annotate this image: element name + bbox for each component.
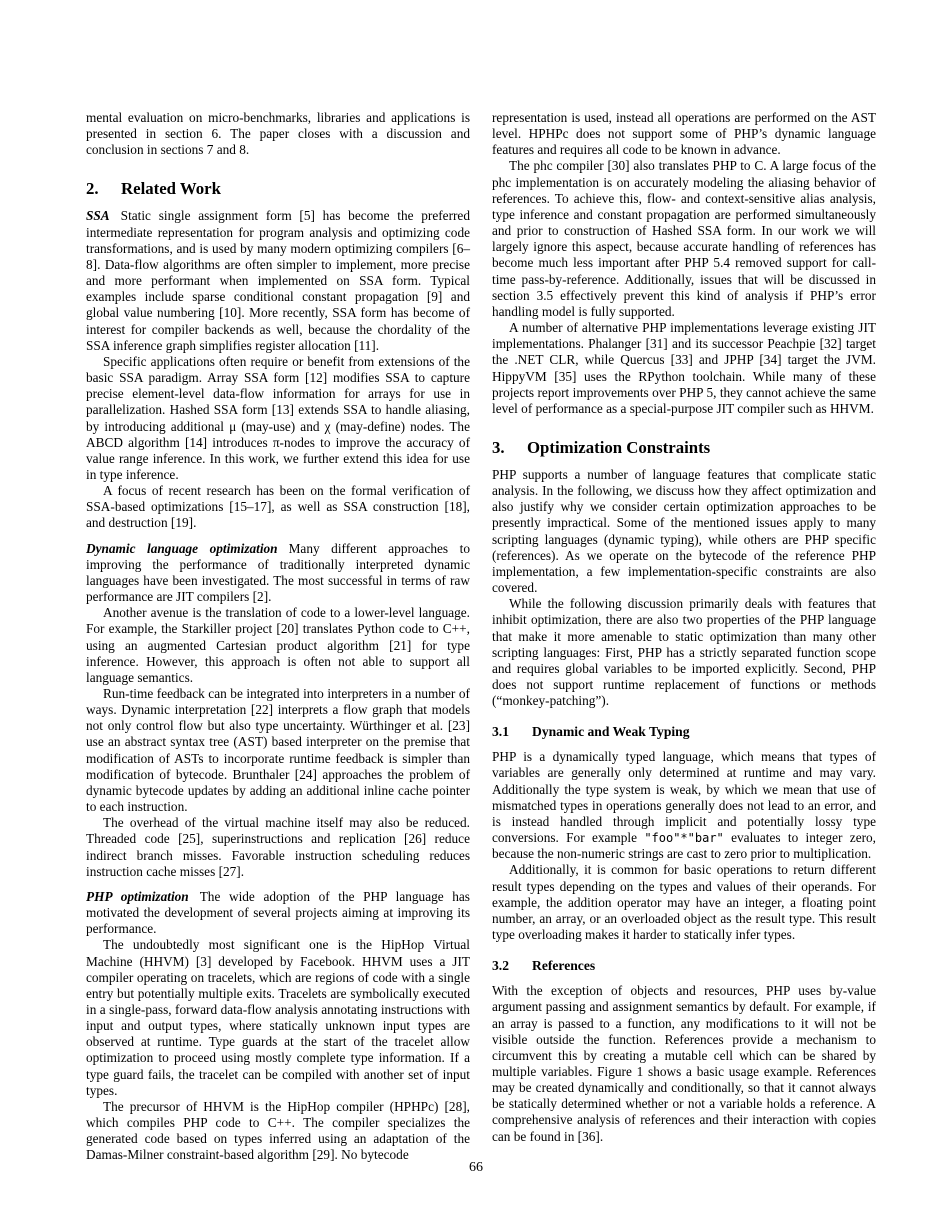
paragraph: PHP optimization The wide adoption of the PHP language has motivated the development of several projects aiming at improving its performance. [86, 888, 470, 937]
paragraph: Run-time feedback can be integrated into interpreters in a number of ways. Dynamic interpretation [22] interprets a flow graph that models not only control flow but also type uncertainty. Würthinger et al. [23] use an abstract syntax tree (AST) based interpreter on the premise that modification of ASTs to incorporate runtime feedback is simpler than modification of bytecode. Brunthaler [24] approaches the problem of dynamic bytecode updates by adding an additional inline cache pointer to each instruction. [86, 686, 470, 815]
heading-title: Optimization Constraints [527, 437, 711, 457]
heading-title: References [532, 958, 596, 974]
section-heading [492, 438, 876, 457]
heading-number: 3.2 [492, 958, 509, 974]
right-column [492, 110, 876, 1164]
inline-code: "foo"*"bar" [644, 831, 724, 846]
two-column-layout [86, 110, 876, 1164]
heading-number: 2. [86, 179, 99, 199]
runin-heading: Dynamic language optimization [86, 540, 278, 556]
runin-heading: SSA [86, 208, 110, 224]
paragraph: The undoubtedly most significant one is the HipHop Virtual Machine (HHVM) [3] developed by Facebook. HHVM uses a JIT compiler operating on tracelets, which are regions of code with a single entry but potentially multiple exits. Tracelets are symbolically executed in a single-pass, forward data-flow analysis annotating instructions with input and output types, where statically unknown input types are observed at runtime. Type guards at the start of the tracelet allow optimization to proceed using mostly complete type information. If a type guard fails, the tracelet can be compiled with another set of input types. [86, 937, 470, 1098]
paragraph: The overhead of the virtual machine itself may also be reduced. Threaded code [25], superinstructions and replication [26] reduce indirect branch misses. Favorable instruction scheduling reduces instruction cache misses [27]. [86, 815, 470, 879]
paragraph: While the following discussion primarily deals with features that inhibit optimization, there are also two properties of the PHP language that make it more amenable to static optimization than many other scripting languages: First, PHP has a strictly separated function scope and requires global variables to be imported explicitly. Second, PHP does not support runtime replacement of functions or methods (“monkey-patching”). [492, 596, 876, 709]
paragraph: With the exception of objects and resources, PHP uses by-value argument passing and assignment semantics by default. For example, if an array is passed to a function, any modifications to it will not be visible outside the function. References provide a mechanism to circumvent this by creating a mutable cell which can be shared by multiple variables. Figure 1 shows a basic usage example. References may be created dynamically and conditionally, so that it cannot always be statically determined whether or not a variable holds a reference. A comprehensive analysis of references and their interaction with copies can be found in [36]. [492, 983, 876, 1144]
heading-title: Related Work [121, 179, 221, 199]
paragraph: mental evaluation on micro-benchmarks, libraries and applications is presented in section 6. The paper closes with a discussion and conclusion in sections 7 and 8. [86, 110, 470, 158]
paragraph: Dynamic language optimization Many different approaches to improving the performance of traditionally interpreted dynamic languages have been investigated. The most successful in terms of raw performance are JIT compilers [2]. [86, 540, 470, 605]
runin-heading: PHP optimization [86, 888, 189, 904]
section-heading [86, 179, 470, 198]
heading-title: Dynamic and Weak Typing [532, 724, 690, 740]
paragraph: Another avenue is the translation of code to a lower-level language. For example, the Starkiller project [20] translates Python code to C++, using an augmented Cartesian product algorithm [21] for type inference. However, this approach is often not able to support all language semantics. [86, 605, 470, 685]
paragraph: representation is used, instead all operations are performed on the AST level. HPHPc does not support some of PHP’s dynamic language features and requires all code to be known in advance. [492, 110, 876, 158]
paragraph: SSA Static single assignment form [5] has become the preferred intermediate representation for program analysis and optimizing code transformations, and is used by many modern optimizing compilers [6–8]. Data-flow algorithms are often simpler to implement, more precise and more performant when implemented on SSA form. Typical examples include sparse conditional constant propagation [9] and global value numbering [10]. More recently, SSA form has become of interest for compiler backends as well, because the chordality of the SSA inference graph simplifies register allocation [11]. [86, 208, 470, 353]
heading-number: 3.1 [492, 724, 509, 740]
paragraph: The precursor of HHVM is the HipHop compiler (HPHPc) [28], which compiles PHP code to C++. The compiler specializes the generated code based on types inferred using an adaptation of the Damas-Milner constraint-based algorithm [29]. No bytecode [86, 1098, 470, 1163]
page-number: 66 [469, 1160, 483, 1175]
subsection-heading [492, 724, 876, 740]
paragraph: The phc compiler [30] also translates PHP to C. A large focus of the phc implementation is on accurately modeling the aliasing behavior of references. To achieve this, flow- and context-sensitive alias analysis, type inference and constant propagation are performed simultaneously and prior to construction of Hashed SSA form. In our work we will largely ignore this aspect, because accurate handling of references has become much less important after PHP 5.4 removed support for call-time pass-by-reference. Additionally, issues that will be discussed in section 3.5 effectively prevent this kind of analysis if PHP’s error handling model is fully supported. [492, 158, 876, 319]
paragraph: PHP supports a number of language features that complicate static analysis. In the following, we discuss how they affect optimization and also justify why we consider certain optimization approaches to be presently impractical. Some of the mentioned issues apply to many scripting languages (dynamic typing), while others are PHP specific (references). As we operate on the bytecode of the reference PHP implementation, a few implementation-specific constraints are also covered. [492, 466, 876, 596]
paragraph: A focus of recent research has been on the formal verification of SSA-based optimizations [15–17], as well as SSA construction [18], and destruction [19]. [86, 483, 470, 531]
paragraph: Specific applications often require or benefit from extensions of the basic SSA paradigm. Array SSA form [12] modifies SSA to capture precise element-level data-flow information for arrays for use in parallelization. Hashed SSA form [13] extends SSA to handle aliasing, by introducing additional μ (may-use) and χ (may-define) nodes. The ABCD algorithm [14] introduces π-nodes to improve the accuracy of value range inference. In this work, we further extend this idea for use in type inference. [86, 353, 470, 482]
subsection-heading [492, 958, 876, 974]
heading-number: 3. [492, 437, 505, 457]
paragraph: PHP is a dynamically typed language, which means that types of variables are generally only determined at runtime and may vary. Additionally the type system is weak, by which we mean that use of mismatched types in operations generally does not lead to an error, and is instead handled through implicit and potentially lossy type conversions. For example "foo"*"bar" evaluates to integer zero, because the non-numeric strings are cast to zero prior to multiplication. [492, 749, 876, 862]
left-column [86, 110, 470, 1164]
paragraph: A number of alternative PHP implementations leverage existing JIT implementations. Phalanger [31] and its successor Peachpie [32] target the .NET CLR, while Quercus [33] and JPHP [34] target the JVM. HippyVM [35] uses the RPython toolchain. While many of these projects report improvements over PHP 5, they cannot achieve the same level of performance as a special-purpose JIT compiler such as HHVM. [492, 320, 876, 416]
paragraph: Additionally, it is common for basic operations to return different result types depending on the types and values of their operands. For example, the addition operator may have an integer, a floating point number, an array, or an overloaded object as the result type. This result type overloading makes it harder to statically infer types. [492, 862, 876, 943]
